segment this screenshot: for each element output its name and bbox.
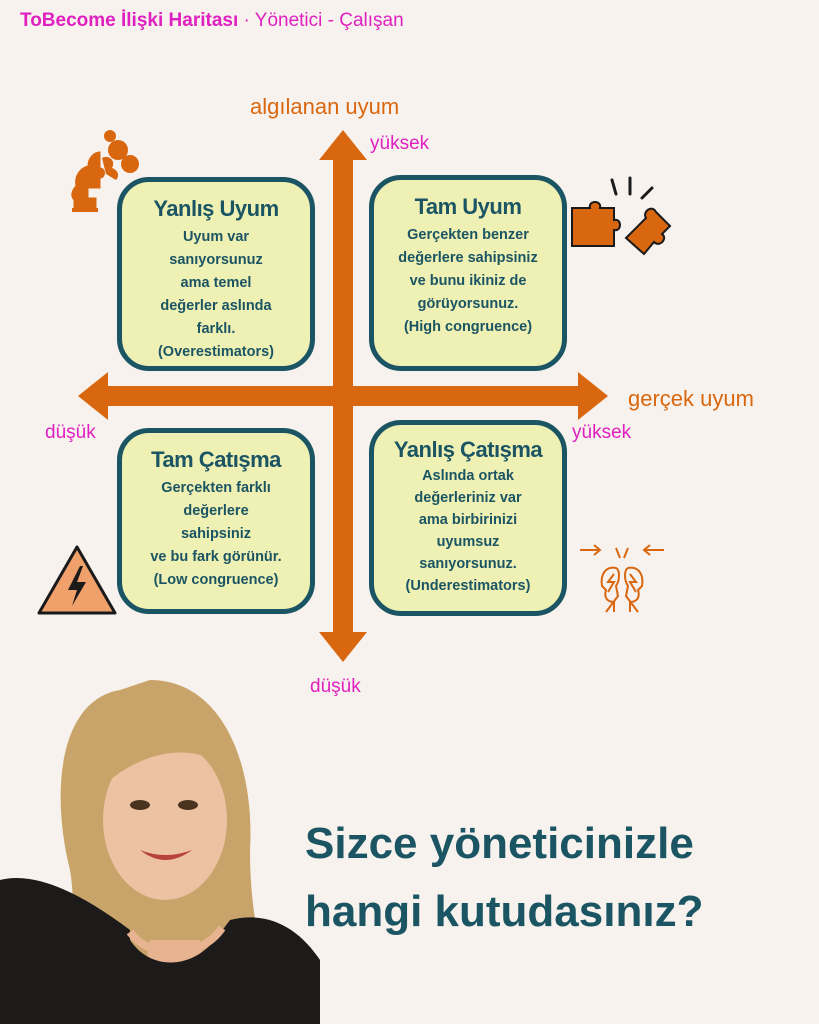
- quadrant-top-right: [369, 175, 567, 371]
- desc-line: farklı.: [196, 321, 236, 337]
- desc-line: uyumsuz: [436, 534, 500, 550]
- quadrant-description: [374, 465, 562, 597]
- desc-line: Uyum var: [182, 229, 250, 245]
- y-high-label: yüksek: [370, 133, 430, 154]
- quadrant-bottom-left: [117, 428, 315, 614]
- desc-line: değerlere: [183, 503, 249, 519]
- quadrant-description: [122, 477, 310, 592]
- puzzle-pieces-icon: [568, 176, 680, 276]
- desc-line: (Low congruence): [153, 572, 279, 588]
- desc-line: Aslında ortak: [422, 468, 514, 484]
- high-voltage-warning-icon: [36, 544, 118, 616]
- quadrant-title: Tam Çatışma: [151, 447, 281, 472]
- quadrant-bottom-right: [369, 420, 567, 616]
- x-high-label: yüksek: [572, 422, 632, 443]
- desc-line: sanıyorsunuz: [169, 252, 263, 268]
- desc-line: görüyorsunuz.: [417, 296, 519, 312]
- desc-line: (Overestimators): [157, 344, 275, 360]
- closing-question: [305, 810, 805, 946]
- horizontal-axis-arrow-right: [578, 372, 608, 420]
- quadrant-top-left: [117, 177, 315, 371]
- puzzle-head-icon: [66, 128, 146, 214]
- quadrant-title: Yanlış Çatışma: [393, 437, 543, 462]
- question-line: Sizce yöneticinizle: [305, 819, 694, 868]
- header-subtitle: Yönetici - Çalışan: [254, 10, 404, 31]
- desc-line: ve bunu ikiniz de: [409, 273, 527, 289]
- y-low-label: düşük: [310, 676, 361, 697]
- quadrant-description: [122, 226, 310, 364]
- desc-line: Gerçekten farklı: [161, 480, 271, 496]
- desc-line: değerleriniz var: [414, 490, 522, 506]
- x-axis-label: gerçek uyum: [628, 386, 754, 411]
- x-low-label: düşük: [45, 422, 96, 443]
- desc-line: (High congruence): [403, 319, 533, 335]
- desc-line: ama temel: [180, 275, 252, 291]
- vertical-axis-arrow-top: [319, 130, 367, 160]
- desc-line: Gerçekten benzer: [407, 227, 529, 243]
- quadrant-description: [374, 224, 562, 339]
- desc-line: ve bu fark görünür.: [150, 549, 282, 565]
- question-line: hangi kutudasınız?: [305, 887, 704, 936]
- desc-line: değerler aslında: [160, 298, 272, 314]
- vertical-axis-arrow-bottom: [319, 632, 367, 662]
- brand-title: ToBecome İlişki Haritası: [20, 10, 239, 31]
- desc-line: (Underestimators): [405, 578, 531, 594]
- conflict-heads-icon: [576, 540, 668, 620]
- desc-line: değerlere sahipsiniz: [398, 250, 538, 266]
- woman-portrait-image: [0, 670, 330, 1024]
- quadrant-title: Tam Uyum: [414, 194, 522, 219]
- horizontal-axis-arrow-left: [78, 372, 108, 420]
- desc-line: sahipsiniz: [180, 526, 252, 542]
- quadrant-title: Yanlış Uyum: [153, 196, 279, 221]
- horizontal-axis-line: [103, 386, 581, 406]
- y-axis-label: algılanan uyum: [250, 94, 400, 119]
- header-separator: ·: [238, 10, 255, 31]
- desc-line: sanıyorsunuz.: [419, 556, 517, 572]
- desc-line: ama birbirinizi: [418, 512, 518, 528]
